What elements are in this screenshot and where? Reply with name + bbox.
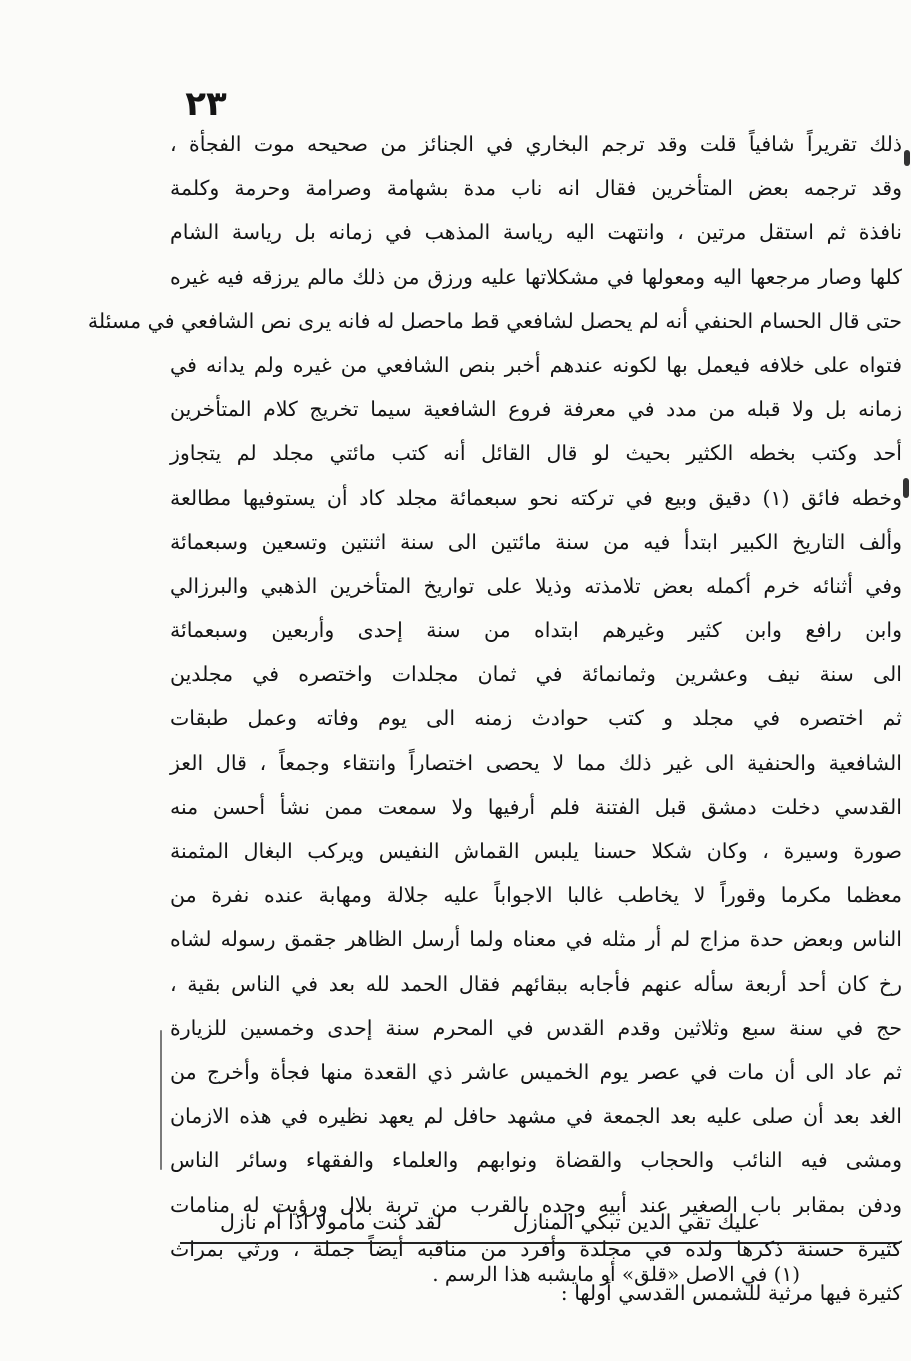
footnote: (١) في الاصل «قلق» أو مايشبه هذا الرسم . — [432, 1262, 800, 1286]
text-line: كثيرة حسنة ذكرها ولده في مجلدة وأفرد من مناقبه أيضاً جملة ، ورثي بمراث — [170, 1236, 902, 1261]
text-line: زمانه بل ولا قبله من مدد في معرفة فروع الشافعية سيما تخريج كلام المتأخرين — [170, 397, 902, 422]
text-line: حج في سنة سبع وثلاثين وقدم القدس في المحرم سنة إحدى وخمسين للزيارة — [170, 1015, 902, 1040]
margin-ink-line — [160, 1030, 162, 1170]
text-line: صورة وسيرة ، وكان شكلا حسنا يلبس القماش النفيس ويركب البغال المثمنة — [170, 839, 902, 863]
page-number: ٢٣ — [185, 84, 227, 124]
text-line: حتى قال الحسام الحنفي أنه لم يحصل لشافعي قط ماحصل له فانه يرى نص الشافعي في مسئلة — [87, 308, 902, 333]
text-line: ثم اختصره في مجلد و كتب حوادث زمنه الى يوم وفاته وعمل طبقات — [170, 706, 902, 731]
main-text-block — [87, 122, 903, 1315]
poem-verse — [220, 1202, 760, 1242]
verse-first-hemistich: عليك تقي الدين تبكي المنازل — [512, 1210, 760, 1234]
text-line: وخطه فائق (١) دقيق وبيع في تركته نحو سبعمائة مجلد كاد أن يستوفيها مطالعة — [170, 485, 902, 510]
text-line: ذلك تقريراً شافياً قلت وقد ترجم البخاري في الجنائز من صحيحه موت الفجأة ، — [170, 132, 902, 156]
text-line: الغد بعد أن صلى عليه بعد الجمعة في مشهد حافل لم يعهد نظيره في هذه الازمان — [170, 1104, 902, 1129]
margin-ink-mark — [904, 150, 910, 166]
text-line: ومشى فيه النائب والحجاب والقضاة ونوابهم والعلماء والفقهاء وسائر الناس — [170, 1148, 902, 1173]
text-line: الى سنة نيف وعشرين وثمانمائة في ثمان مجلدات واختصره في مجلدين — [170, 662, 902, 687]
text-line: ودفن بمقابر باب الصغير عند أبيه وجده بالقرب من تربة بلال ورؤيت له منامات — [170, 1192, 902, 1217]
text-line: الناس وبعض حدة مزاج لم أر مثله في معناه ولما أرسل الظاهر جقمق رسوله لشاه — [170, 927, 902, 952]
text-line: فتواه على خلافه فيعمل بها لكونه عندهم أخبر بنص الشافعي من غيره ولم يدانه في — [170, 352, 902, 377]
text-line: ثم عاد الى أن مات في عصر يوم الخميس عاشر ذي القعدة منها فجأة وأخرج من — [170, 1059, 902, 1084]
text-line: الشافعية والحنفية الى غير ذلك مما لا يحصى اختصاراً وانتقاء وجمعاً ، قال العز — [170, 750, 902, 775]
text-line: معظما مكرما وقوراً لا يخاطب غالبا الاجواباً عليه جلالة ومهابة عنده نفرة من — [170, 883, 902, 908]
text-line: أحد وكتب بخطه الكثير بحيث لو قال القائل أنه كتب مائتي مجلد لم يتجاوز — [170, 441, 902, 466]
footnote-divider — [180, 1242, 900, 1244]
text-line: كثيرة فيها مرثية للشمس القدسي أولها : — [560, 1280, 902, 1305]
margin-ink-mark — [903, 478, 909, 498]
verse-second-hemistich: لقد كنت مأمولا اذا أم نازل — [220, 1210, 443, 1234]
text-line: وقد ترجمه بعض المتأخرين فقال انه ناب مدة بشهامة وصرامة وحرمة وكلمة — [170, 176, 903, 201]
text-line: نافذة ثم استقل مرتين ، وانتهت اليه رياسة المذهب في زمانه بل رياسة الشام — [170, 220, 902, 245]
text-line: رخ كان أحد أربعة سأله عنهم فأجابه ببقائهم فقال الحمد لله بعد في الناس بقية ، — [170, 971, 902, 996]
text-line: وفي أثنائه خرم أكمله بعض تلامذته وذيلا على تواريخ المتأخرين الذهبي والبرزالي — [170, 573, 902, 598]
text-line: القدسي دخلت دمشق قبل الفتنة فلم أرفيها ولا سمعت ممن نشأ أحسن منه — [170, 794, 902, 819]
text-line: وابن رافع وابن كثير وغيرهم ابتداه من سنة إحدى وأربعين وسبعمائة — [170, 618, 902, 643]
text-line: وألف التاريخ الكبير ابتدأ فيه من سنة مائتين الى سنة اثنتين وتسعين وسبعمائة — [170, 529, 902, 554]
text-line: كلها وصار مرجعها اليه ومعولها في مشكلاتها عليه ورزق من ذلك مالم يرزقه فيه غيره — [170, 264, 902, 289]
